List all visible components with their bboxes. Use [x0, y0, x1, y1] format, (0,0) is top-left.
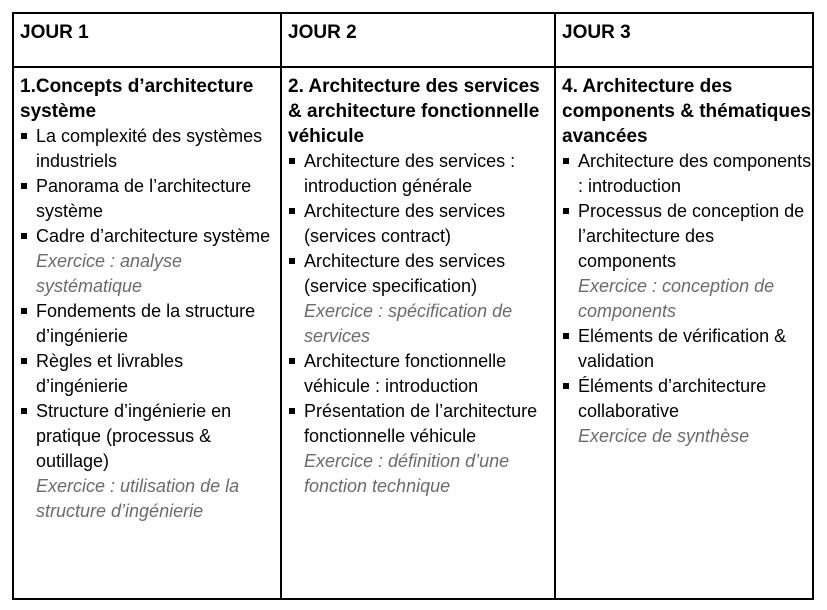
day-1-list [20, 124, 280, 524]
list-item: Règles et livrables d’ingénierie [20, 349, 280, 399]
header-day-2: JOUR 2 [288, 22, 357, 43]
header-day-1: JOUR 1 [20, 22, 89, 43]
list-item: Architecture des services : introduction générale [288, 149, 554, 199]
header-day-3: JOUR 3 [562, 22, 631, 43]
day-1-content [14, 68, 280, 598]
day-3-title: 4. Architecture des components & thématiques avancées [562, 76, 812, 147]
schedule-table [12, 12, 814, 600]
list-item: Architecture des components : introduction [562, 149, 812, 199]
list-item: Panorama de l’architecture système [20, 174, 280, 224]
day-2-title: 2. Architecture des services & architecture fonctionnelle véhicule [288, 76, 540, 147]
day-1-title: 1.Concepts d’architecture système [20, 76, 254, 122]
day-2-content [282, 68, 554, 598]
list-item: Architecture fonctionnelle véhicule : introduction [288, 349, 554, 399]
exercise-item: Exercice : conception de components [578, 276, 775, 321]
list-item: Présentation de l’architecture fonctionnelle véhicule [288, 399, 554, 449]
exercise-item: Exercice : spécification de services [304, 301, 513, 346]
list-item: Eléments de vérification & validation [562, 324, 812, 374]
list-item: Cadre d’architecture système [20, 224, 280, 249]
list-item: Processus de conception de l’architecture des components [562, 199, 812, 274]
list-item: La complexité des systèmes industriels [20, 124, 280, 174]
day-3-list [562, 149, 812, 449]
exercise-item: Exercice de synthèse [578, 426, 750, 446]
list-item: Architecture des services (services contract) [288, 199, 554, 249]
day-3-content [556, 68, 812, 598]
day-2-list [288, 149, 554, 499]
list-item: Architecture des services (service specification) [288, 249, 554, 299]
exercise-item: Exercice : définition d’une fonction technique [304, 451, 510, 496]
exercise-item: Exercice : analyse systématique [36, 251, 183, 296]
exercise-item: Exercice : utilisation de la structure d’ingénierie [36, 476, 240, 521]
list-item: Structure d’ingénierie en pratique (processus & outillage) [20, 399, 280, 474]
list-item: Fondements de la structure d’ingénierie [20, 299, 280, 349]
list-item: Éléments d’architecture collaborative [562, 374, 812, 424]
